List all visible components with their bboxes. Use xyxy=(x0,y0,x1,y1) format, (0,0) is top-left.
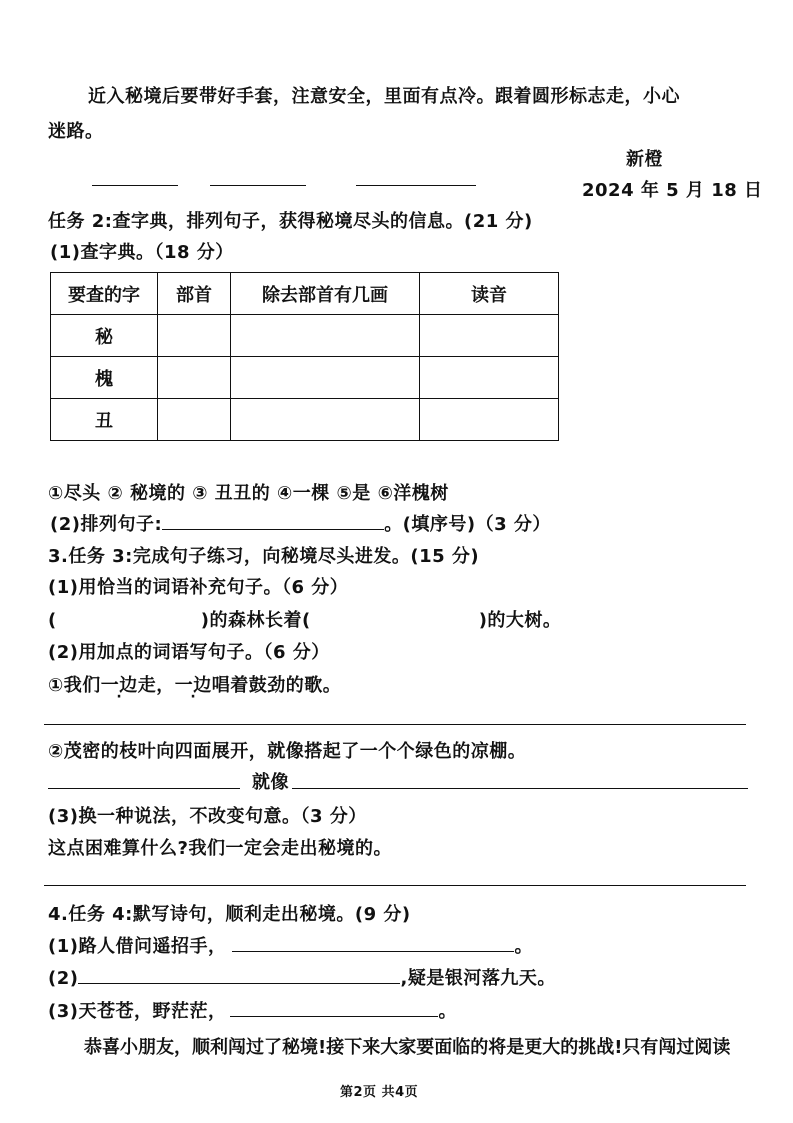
answer-line[interactable] xyxy=(292,788,748,789)
poem-3-suffix: 。 xyxy=(438,1001,457,1022)
table-cell-blank xyxy=(420,399,559,441)
answer-line[interactable] xyxy=(44,885,746,886)
rewrite-sentence: 这点困难算什么?我们一定会走出秘境的。 xyxy=(48,838,392,859)
poem-1-prefix: (1)路人借问遥招手， xyxy=(48,936,227,957)
dictionary-table xyxy=(50,272,559,441)
emphasized-word-2: 一边 xyxy=(174,675,212,696)
answer-line[interactable] xyxy=(48,788,240,789)
blank-line-1 xyxy=(92,185,178,186)
task4-title: 4.任务 4:默写诗句，顺利走出秘境。(9 分) xyxy=(48,904,411,925)
task2-sub1: (1)查字典。（18 分） xyxy=(50,242,234,263)
poem-blank-3[interactable] xyxy=(230,998,438,1017)
poem-blank-2[interactable] xyxy=(78,965,400,984)
answer-line[interactable] xyxy=(44,724,746,725)
poem-line-2 xyxy=(48,964,556,990)
like-word: 就像 xyxy=(252,772,289,793)
table-header: 读音 xyxy=(420,273,559,315)
ex1-b: 走， xyxy=(137,675,175,696)
example-sentence-2: ②茂密的枝叶向四面展开，就像搭起了一个个绿色的凉棚。 xyxy=(48,741,527,762)
fill-end: )的大树。 xyxy=(478,610,562,631)
date: 2024 年 5 月 18 日 xyxy=(582,180,763,201)
blank-line-3 xyxy=(356,185,476,186)
signature: 新橙 xyxy=(626,149,663,170)
poem-2-prefix: (2) xyxy=(48,968,79,989)
intro-line-1: 近入秘境后要带好手套，注意安全，里面有点冷。跟着圆形标志走，小心 xyxy=(88,86,680,107)
task2-sub2-prefix: (2)排列句子: xyxy=(50,514,163,535)
blank-line-2 xyxy=(210,185,306,186)
example-sentence-1 xyxy=(48,671,341,697)
poem-blank-1[interactable] xyxy=(232,933,514,952)
task3-sub1: (1)用恰当的词语补充句子。（6 分） xyxy=(48,577,349,598)
fill-mid: )的森林长着( xyxy=(200,610,311,631)
task3-sub3: (3)换一种说法，不改变句意。（3 分） xyxy=(48,806,367,827)
table-cell-blank xyxy=(231,399,420,441)
task2-sub2-suffix: 。(填序号)（3 分） xyxy=(384,514,551,535)
page-footer: 第2页 共4页 xyxy=(340,1085,419,1100)
poem-1-suffix: 。 xyxy=(514,936,533,957)
task2-sub2 xyxy=(50,510,551,536)
ex1-c: 唱着鼓劲的歌。 xyxy=(211,675,342,696)
task3-sub2: (2)用加点的词语写句子。（6 分） xyxy=(48,642,330,663)
table-cell-blank xyxy=(231,315,420,357)
answer-blank[interactable] xyxy=(162,511,384,530)
table-row-char: 槐 xyxy=(51,357,158,399)
fill-sentence xyxy=(48,606,561,632)
poem-3-prefix: (3)天苍苍，野茫茫， xyxy=(48,1001,227,1022)
poem-2-suffix: ,疑是银河落九天。 xyxy=(400,968,556,989)
poem-line-3 xyxy=(48,997,457,1023)
table-cell-blank xyxy=(420,315,559,357)
closing-text: 恭喜小朋友，顺利闯过了秘境!接下来大家要面临的将是更大的挑战!只有闯过阅读 xyxy=(84,1037,731,1058)
ex1-a: ①我们 xyxy=(48,675,101,696)
table-cell-blank xyxy=(158,357,231,399)
table-cell-blank xyxy=(158,399,231,441)
table-header: 部首 xyxy=(158,273,231,315)
table-row-char: 丑 xyxy=(51,399,158,441)
fill-open: ( xyxy=(48,610,57,631)
table-cell-blank xyxy=(420,357,559,399)
poem-line-1 xyxy=(48,932,533,958)
intro-line-2: 迷路。 xyxy=(48,121,104,142)
task2-title: 任务 2:查字典，排列句子，获得秘境尽头的信息。(21 分) xyxy=(48,211,533,232)
table-header: 要查的字 xyxy=(51,273,158,315)
emphasized-word-1: 一边 xyxy=(100,675,138,696)
phrase-options: ①尽头 ② 秘境的 ③ 丑丑的 ④一棵 ⑤是 ⑥洋槐树 xyxy=(48,483,449,504)
table-cell-blank xyxy=(231,357,420,399)
task3-title: 3.任务 3:完成句子练习，向秘境尽头进发。(15 分) xyxy=(48,546,480,567)
table-cell-blank xyxy=(158,315,231,357)
table-header: 除去部首有几画 xyxy=(231,273,420,315)
table-row-char: 秘 xyxy=(51,315,158,357)
